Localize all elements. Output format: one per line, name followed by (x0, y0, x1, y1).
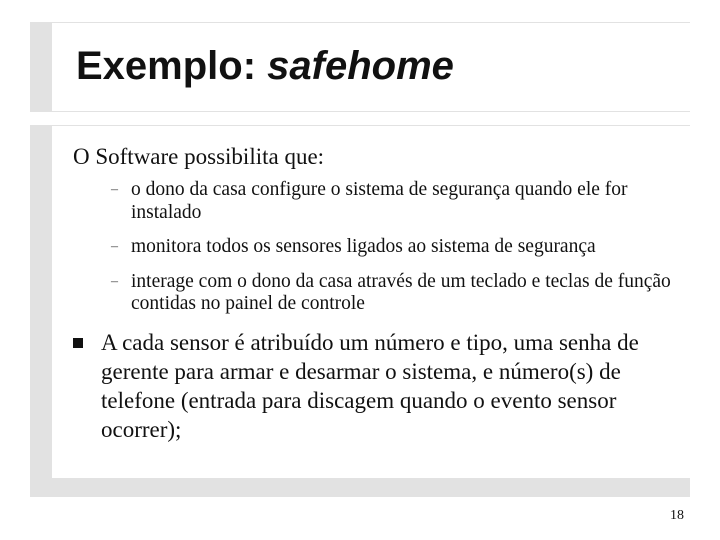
dash-bullet: – (111, 273, 118, 289)
dash-bullet: – (111, 182, 118, 197)
body-content (73, 143, 688, 444)
sub-bullet-text: interage com o dono da casa através de um teclado e teclas de função contidas no painel de controle (131, 270, 671, 314)
sub-bullet-list (73, 179, 688, 316)
sub-bullet-item (73, 271, 688, 316)
slide-title (76, 44, 454, 89)
sub-bullet-item (73, 236, 688, 259)
dash-bullet: – (111, 239, 118, 254)
intro-text: O Software possibilita que: (73, 144, 325, 169)
main-bullet-item (73, 328, 688, 444)
sub-bullet-text: monitora todos os sensores ligados ao sistema de segurança (131, 236, 596, 257)
sub-bullet-item (73, 179, 688, 224)
square-bullet-icon (73, 338, 83, 348)
title-emphasis: safehome (267, 44, 454, 88)
main-bullet-text: A cada sensor é atribuído um número e tipo, uma senha de gerente para armar e desarmar o sistema, e número(s) de telefone (entrada para discagem quando o evento sensor ocorrer); (101, 329, 639, 442)
page-number: 18 (670, 508, 684, 523)
title-prefix: Exemplo: (76, 44, 268, 88)
sub-bullet-text: o dono da casa configure o sistema de segurança quando ele for instalado (131, 179, 628, 223)
